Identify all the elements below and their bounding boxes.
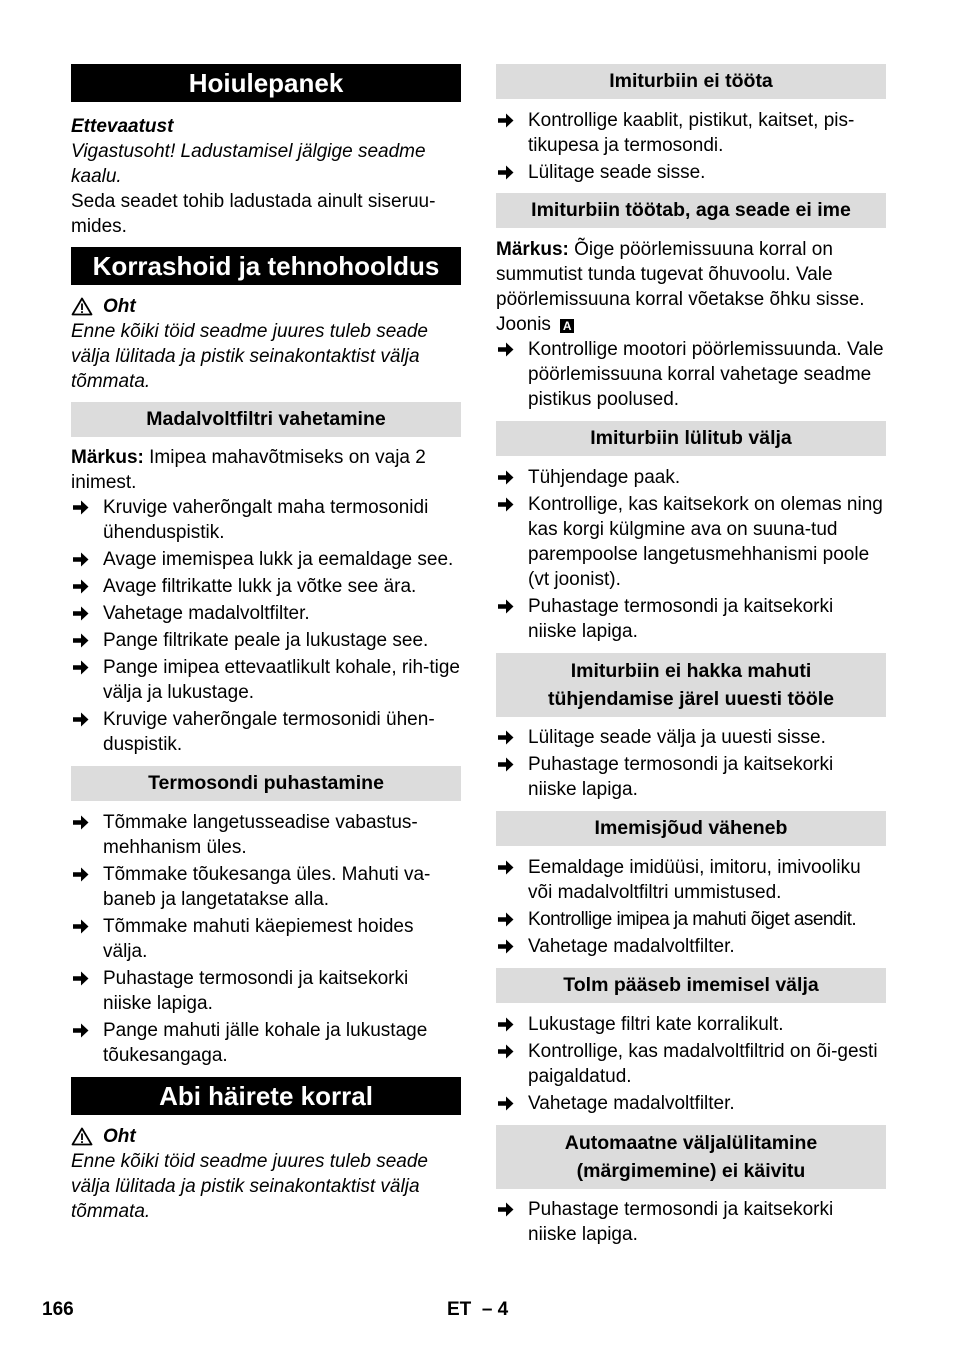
list-item: Pange imipea ettevaatlikult kohale, rih-tige välja ja lukustage. bbox=[71, 655, 461, 705]
arrow-right-icon bbox=[496, 1015, 515, 1034]
subsection-auto-shutoff bbox=[496, 1125, 886, 1189]
list-item: Tõmmake tõukesanga üles. Mahuti va-baneb ja langetatakse alla. bbox=[71, 862, 461, 912]
list-item: Tühjendage paak. bbox=[496, 465, 886, 490]
danger-warning bbox=[71, 294, 461, 319]
subsection-turbine-not-working: Imiturbiin ei tööta bbox=[496, 64, 886, 99]
warning-triangle-icon bbox=[71, 297, 93, 316]
list-item: Kontrollige imipea ja mahuti õiget asendit. bbox=[496, 907, 886, 932]
note-text: Õige pöörlemissuuna korral on summutist tunda tugevat õhuvoolu. Vale pöörlemissuuna korral võetakse õhku sisse. Joonis bbox=[496, 239, 865, 335]
arrow-right-icon bbox=[496, 468, 515, 487]
list-item: Pange filtrikate peale ja lukustage see. bbox=[71, 628, 461, 653]
danger-warning bbox=[71, 1124, 461, 1149]
note-label: Märkus: bbox=[496, 239, 569, 260]
footer-section-label: ET – 4 bbox=[447, 1299, 509, 1320]
probe-steps bbox=[71, 810, 461, 1068]
steps-s1 bbox=[496, 108, 886, 185]
list-item: Kontrollige, kas madalvoltfiltrid on õi-gesti paigaldatud. bbox=[496, 1039, 886, 1089]
list-item: Puhastage termosondi ja kaitsekorki niiske lapiga. bbox=[496, 594, 886, 644]
arrow-right-icon bbox=[496, 111, 515, 130]
filter-note bbox=[71, 445, 461, 495]
list-item: Kruvige vaherõngale termosonidi ühen-duspistik. bbox=[71, 707, 461, 757]
steps-s4 bbox=[496, 725, 886, 802]
arrow-right-icon bbox=[496, 1042, 515, 1061]
arrow-right-icon bbox=[496, 597, 515, 616]
note-label: Märkus: bbox=[71, 447, 144, 468]
subsection-turbine-switches-off: Imiturbiin lülitub välja bbox=[496, 421, 886, 456]
list-item: Puhastage termosondi ja kaitsekorki niiske lapiga. bbox=[496, 1197, 886, 1247]
subsection-probe-cleaning: Termosondi puhastamine bbox=[71, 766, 461, 801]
caution-text: Vigastusoht! Ladustamisel jälgige seadme kaalu. bbox=[71, 141, 426, 187]
arrow-right-icon bbox=[71, 969, 90, 988]
arrow-right-icon bbox=[71, 498, 90, 517]
list-item: Avage imemispea lukk ja eemaldage see. bbox=[71, 547, 461, 572]
heading-line: (märgimemine) ei käivitu bbox=[576, 1160, 806, 1182]
steps-s3 bbox=[496, 465, 886, 644]
arrow-right-icon bbox=[71, 658, 90, 677]
subsection-suction-decreases: Imemisjõud väheneb bbox=[496, 811, 886, 846]
danger-text: Enne kõiki töid seadme juures tuleb seade välja lülitada ja pistik seinakontaktist välja tõmmata. bbox=[71, 1151, 429, 1222]
list-item: Vahetage madalvoltfilter. bbox=[496, 934, 886, 959]
arrow-right-icon bbox=[71, 604, 90, 623]
section-title-storage: Hoiulepanek bbox=[71, 64, 461, 102]
danger-text: Enne kõiki töid seadme juures tuleb seade välja lülitada ja pistik seinakontaktist välja tõmmata. bbox=[71, 321, 429, 392]
arrow-right-icon bbox=[71, 550, 90, 569]
arrow-right-icon bbox=[71, 813, 90, 832]
list-item: Kontrollige kaablit, pistikut, kaitset, pis-tikupesa ja termosondi. bbox=[496, 108, 886, 158]
list-item: Lülitage seade sisse. bbox=[496, 160, 886, 185]
arrow-right-icon bbox=[496, 1094, 515, 1113]
list-item: Puhastage termosondi ja kaitsekorki niiske lapiga. bbox=[71, 966, 461, 1016]
arrow-right-icon bbox=[71, 631, 90, 650]
arrow-right-icon bbox=[496, 1200, 515, 1219]
steps-s5 bbox=[496, 855, 886, 959]
list-item: Kontrollige, kas kaitsekork on olemas ning kas korgi külgmine ava on suuna-tud parempoolse langetusmehhanismi poole (vt joonist). bbox=[496, 492, 886, 592]
list-item: Pange mahuti jälle kohale ja lukustage tõukesangaga. bbox=[71, 1018, 461, 1068]
section-title-maintenance: Korrashoid ja tehnohooldus bbox=[71, 247, 461, 285]
page-number: 166 bbox=[42, 1299, 74, 1320]
filter-steps bbox=[71, 495, 461, 757]
arrow-right-icon bbox=[496, 728, 515, 747]
left-column bbox=[71, 64, 461, 1224]
subsection-turbine-no-restart bbox=[496, 653, 886, 717]
arrow-right-icon bbox=[71, 710, 90, 729]
heading-line: Automaatne väljalülitamine bbox=[564, 1132, 818, 1154]
arrow-right-icon bbox=[71, 917, 90, 936]
subsection-dust-escapes: Tolm pääseb imemisel välja bbox=[496, 968, 886, 1003]
heading-line: Imiturbiin ei hakka mahuti bbox=[570, 660, 812, 682]
storage-note: Seda seadet tohib ladustada ainult siseruu-mides. bbox=[71, 191, 436, 237]
figure-reference-badge: A bbox=[560, 319, 574, 333]
note-text: Imipea mahavõtmiseks on vaja 2 inimest. bbox=[71, 447, 426, 493]
section-title-troubleshooting: Abi häirete korral bbox=[71, 1077, 461, 1115]
list-item: Vahetage madalvoltfilter. bbox=[71, 601, 461, 626]
steps-s6 bbox=[496, 1012, 886, 1116]
subsection-filter-replacement: Madalvoltfiltri vahetamine bbox=[71, 402, 461, 437]
arrow-right-icon bbox=[71, 1021, 90, 1040]
list-item: Lukustage filtri kate korralikult. bbox=[496, 1012, 886, 1037]
arrow-right-icon bbox=[496, 858, 515, 877]
arrow-right-icon bbox=[496, 910, 515, 929]
arrow-right-icon bbox=[71, 865, 90, 884]
right-column bbox=[496, 64, 886, 1249]
arrow-right-icon bbox=[496, 163, 515, 182]
list-item: Puhastage termosondi ja kaitsekorki niiske lapiga. bbox=[496, 752, 886, 802]
arrow-right-icon bbox=[496, 495, 515, 514]
list-item: Avage filtrikatte lukk ja võtke see ära. bbox=[71, 574, 461, 599]
list-item: Lülitage seade välja ja uuesti sisse. bbox=[496, 725, 886, 750]
subsection-turbine-runs-no-suction: Imiturbiin töötab, aga seade ei ime bbox=[496, 193, 886, 228]
list-item: Vahetage madalvoltfilter. bbox=[496, 1091, 886, 1116]
warning-triangle-icon bbox=[71, 1127, 93, 1146]
heading-line: tühjendamise järel uuesti tööle bbox=[547, 688, 835, 710]
list-item: Tõmmake langetusseadise vabastus-mehhanism üles. bbox=[71, 810, 461, 860]
arrow-right-icon bbox=[496, 937, 515, 956]
s2-note bbox=[496, 237, 886, 337]
list-item: Kruvige vaherõngalt maha termosonidi ühenduspistik. bbox=[71, 495, 461, 545]
danger-label: Oht bbox=[103, 296, 136, 317]
arrow-right-icon bbox=[496, 755, 515, 774]
arrow-right-icon bbox=[71, 577, 90, 596]
danger-label: Oht bbox=[103, 1126, 136, 1147]
steps-s2 bbox=[496, 337, 886, 412]
steps-s7 bbox=[496, 1197, 886, 1247]
list-item: Tõmmake mahuti käepiemest hoides välja. bbox=[71, 914, 461, 964]
arrow-right-icon bbox=[496, 340, 515, 359]
list-item: Eemaldage imidüüsi, imitoru, imivooliku või madalvoltfiltri ummistused. bbox=[496, 855, 886, 905]
list-item: Kontrollige mootori pöörlemissuunda. Vale pöörlemissuuna korral vahetage seadme pistikus poolused. bbox=[496, 337, 886, 412]
caution-label: Ettevaatust bbox=[71, 116, 174, 137]
